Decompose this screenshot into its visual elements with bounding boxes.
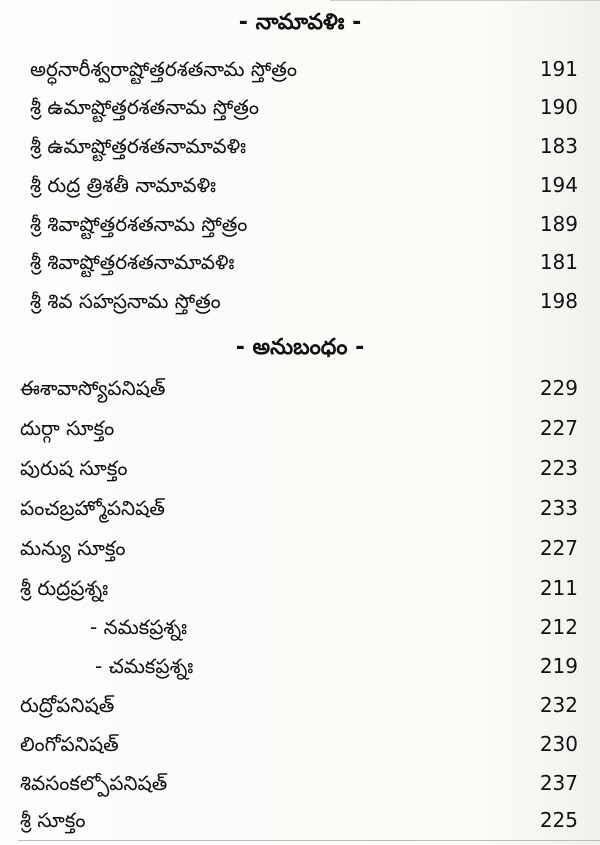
toc-entry-page: 237	[539, 771, 578, 795]
toc-subentry[interactable]	[0, 608, 600, 646]
toc-entry-title: - చమకప్రశ్నః	[95, 654, 194, 678]
toc-entry-page: 191	[539, 57, 578, 81]
section-title-namavali: - నామావళిః -	[238, 10, 362, 35]
toc-entry-title: శ్రీ సూక్తం	[20, 808, 86, 832]
toc-entry-page: 212	[539, 615, 578, 639]
toc-entry-title: పంచబ్రహ్మోపనిషత్	[20, 496, 165, 520]
toc-entry-title: శ్రీ శివ సహస్రనామ స్తోత్రం	[30, 289, 221, 313]
toc-entry[interactable]	[0, 529, 600, 567]
toc-entry-page: 198	[539, 289, 578, 313]
toc-entry-page: 229	[539, 376, 578, 400]
toc-entry-page: 232	[539, 693, 578, 717]
toc-entry-title: మన్యు సూక్తం	[20, 536, 126, 560]
toc-entry[interactable]	[0, 409, 600, 447]
toc-entry-page: 183	[539, 134, 578, 158]
toc-entry-title: ఈశావాస్యోపనిషత్	[20, 376, 166, 400]
toc-entry-title: శ్రీ ఉమాష్టోత్తరశతనామ స్తోత్రం	[30, 95, 259, 119]
toc-entry-title: శ్రీ రుద్ర త్రిశతీ నామావళిః	[30, 173, 217, 197]
toc-entry[interactable]	[0, 801, 600, 839]
toc-entry[interactable]	[0, 205, 600, 243]
toc-entry-title: శ్రీ శివాష్టోత్తరశతనామావళిః	[30, 250, 235, 274]
toc-entry[interactable]	[0, 449, 600, 487]
section-title-anubandham: - అనుబంధం -	[235, 335, 365, 360]
toc-entry-title: శ్రీ రుద్రప్రశ్నః	[20, 576, 109, 600]
toc-entry-title: - నమకప్రశ్నః	[90, 615, 188, 639]
toc-entry[interactable]	[0, 50, 600, 88]
toc-entry-title: లింగోపనిషత్	[20, 732, 119, 756]
toc-entry-page: 233	[539, 496, 578, 520]
toc-entry[interactable]	[0, 88, 600, 126]
toc-entry-title: శ్రీ ఉమాష్టోత్తరశతనామావళిః	[30, 134, 246, 158]
toc-entry[interactable]	[0, 166, 600, 204]
toc-entry-page: 219	[539, 654, 578, 678]
toc-entry-page: 225	[539, 808, 578, 832]
toc-entry[interactable]	[0, 569, 600, 607]
bottom-divider	[18, 840, 600, 841]
toc-entry[interactable]	[0, 686, 600, 724]
toc-entry[interactable]	[0, 489, 600, 527]
toc-entry[interactable]	[0, 282, 600, 320]
toc-entry-page: 227	[539, 416, 578, 440]
toc-entry[interactable]	[0, 725, 600, 763]
toc-entry-page: 211	[539, 576, 578, 600]
toc-entry-page: 223	[539, 456, 578, 480]
toc-entry[interactable]	[0, 127, 600, 165]
toc-entry-title: రుద్రోపనిషత్	[20, 693, 115, 717]
toc-entry-title: అర్ధనారీశ్వరాష్టోత్తరశతనామ స్తోత్రం	[30, 57, 297, 81]
toc-entry[interactable]	[0, 243, 600, 281]
toc-entry-page: 190	[539, 95, 578, 119]
toc-entry-page: 181	[539, 250, 578, 274]
top-divider	[330, 0, 600, 1]
toc-entry-page: 194	[539, 173, 578, 197]
toc-entry[interactable]	[0, 764, 600, 802]
toc-entry[interactable]	[0, 369, 600, 407]
toc-entry-page: 189	[539, 212, 578, 236]
toc-entry-title: దుర్గా సూక్తం	[20, 416, 115, 440]
toc-subentry[interactable]	[0, 647, 600, 685]
toc-entry-title: పురుష సూక్తం	[20, 456, 128, 480]
toc-entry-page: 227	[539, 536, 578, 560]
toc-entry-page: 230	[539, 732, 578, 756]
toc-entry-title: శ్రీ శివాష్టోత్తరశతనామ స్తోత్రం	[30, 212, 248, 236]
toc-entry-title: శివసంకల్పోపనిషత్	[20, 771, 168, 795]
